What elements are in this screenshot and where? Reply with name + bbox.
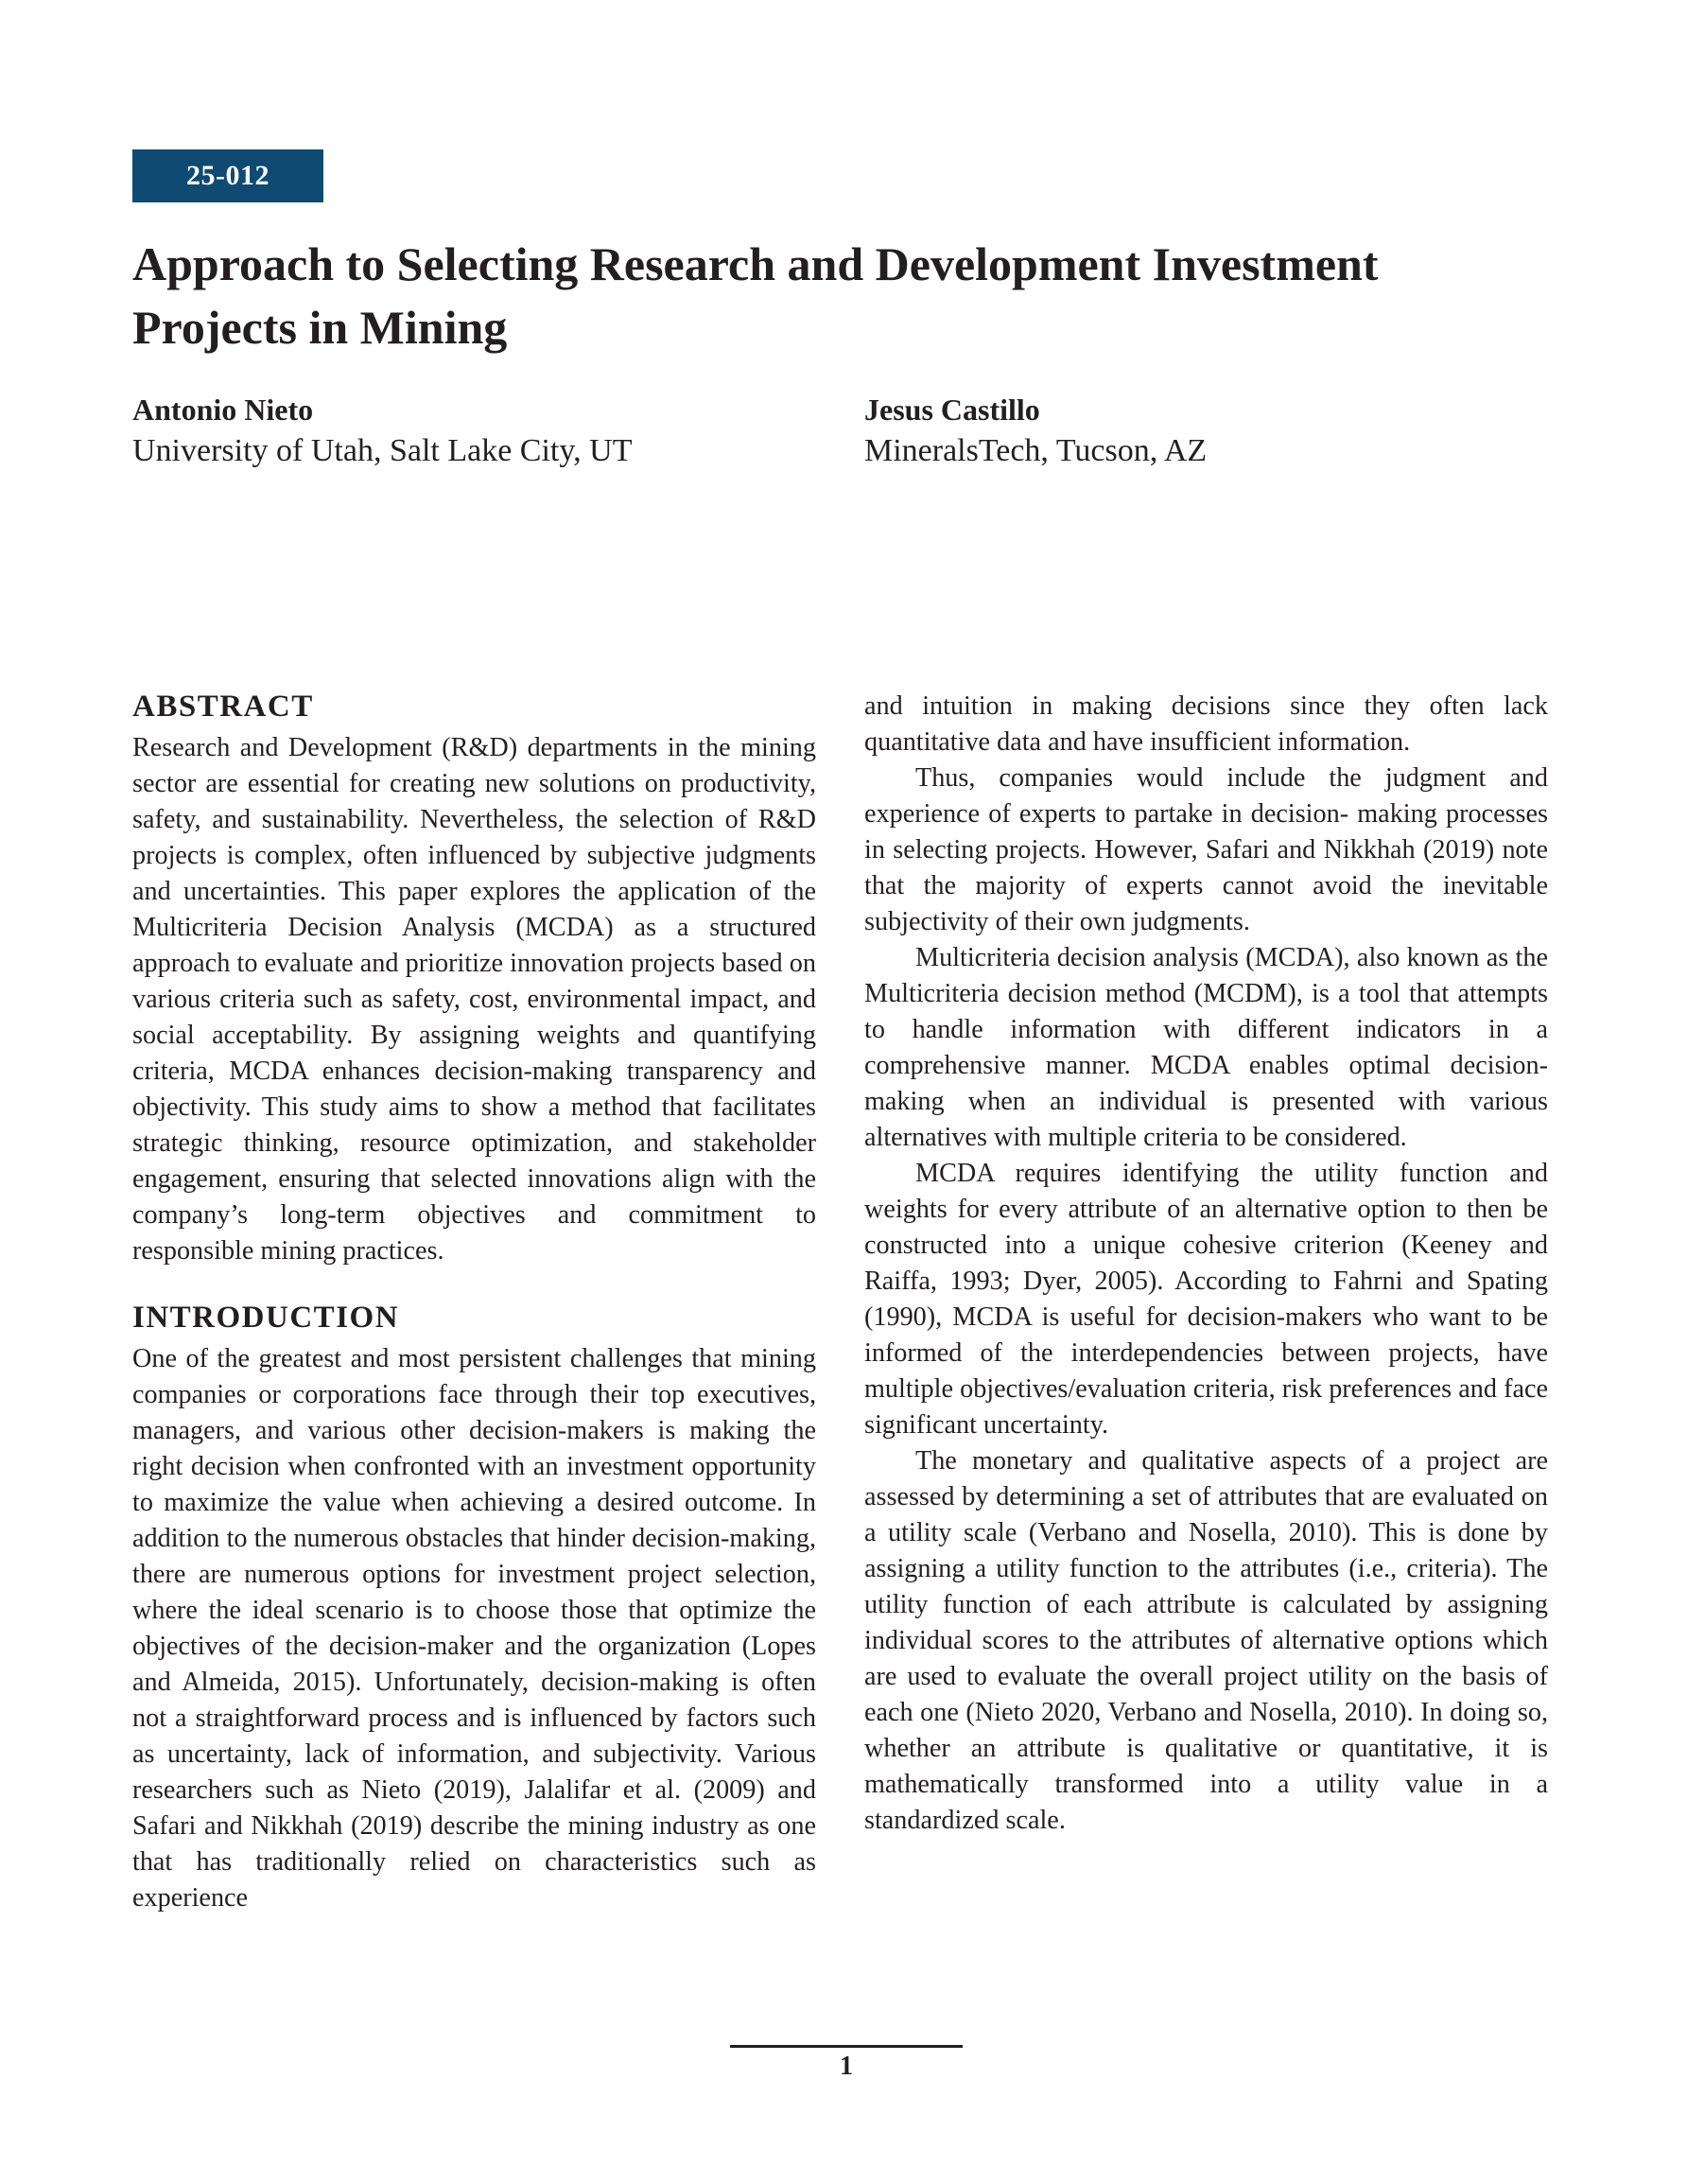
abstract-text: Research and Development (R&D) departments in the mining sector are essential for creating new solutions on productivity, safety, and sustainability. Nevertheless, the selection of R&D projects is complex, often influenced by subjective judgments and uncertainties. This paper explores the application of the Multicriteria Decision Analysis (MCDA) as a structured approach to evaluate and prioritize innovation projects based on various criteria such as safety, cost, environmental impact, and social acceptability. By assigning weights and quantifying criteria, MCDA enhances decision-making transparency and objectivity. This study aims to show a method that facilitates strategic thinking, resource optimization, and stakeholder engagement, ensuring that selected innovations align with the company’s long-term objectives and commitment to responsible mining practices. bbox=[132, 733, 816, 1266]
right-column bbox=[864, 689, 1548, 1839]
introduction-paragraph-5: The monetary and qualitative aspects of a project are assessed by determining a set of attributes that are evaluated on a utility scale (Verbano and Nosella, 2010). This is done by assigning a utility function to the attributes (i.e., criteria). The utility function of each attribute is calculated by assigning individual scores to the attributes of alternative options which are used to evaluate the overall project utility on the basis of each one (Nieto 2020, Verbano and Nosella, 2010). In doing so, whether an attribute is qualitative or quantitative, it is mathematically transformed into a utility value in a standardized scale. bbox=[864, 1446, 1548, 1835]
author-block-2 bbox=[864, 390, 1583, 473]
introduction-paragraph-2: Thus, companies would include the judgment and experience of experts to partake in decision- making processes in selecting projects. However, Safari and Nikkhah (2019) note that the majority of experts cannot avoid the inevitable subjectivity of their own judgments. bbox=[864, 763, 1548, 936]
introduction-paragraph-1: One of the greatest and most persistent challenges that mining companies or corporations face through their top executives, managers, and various other decision-makers is making the right decision when confronted with an investment opportunity to maximize the value when achieving a desired outcome. In addition to the numerous obstacles that hinder decision-making, there are numerous options for investment project selection, where the ideal scenario is to choose those that optimize the objectives of the decision-maker and the organization (Lopes and Almeida, 2015). Unfortunately, decision-making is often not a straightforward process and is influenced by factors such as uncertainty, lack of information, and subjectivity. Various researchers such as Nieto (2019), Jalalifar et al. (2009) and Safari and Nikkhah (2019) describe the mining industry as one that has traditionally relied on characteristics such as experience bbox=[132, 1344, 816, 1913]
introduction-heading: INTRODUCTION bbox=[132, 1301, 400, 1335]
author-block-1 bbox=[132, 390, 851, 473]
abstract-heading: ABSTRACT bbox=[132, 690, 314, 724]
page-number: 1 bbox=[840, 2052, 853, 2081]
introduction-paragraph-3: Multicriteria decision analysis (MCDA), also known as the Multicriteria decision method (MCDM), is a tool that attempts to handle information with different indicators in a comprehensive manner. MCDA enables optimal decision-making when an individual is presented with various alternatives with multiple criteria to be considered. bbox=[864, 943, 1548, 1152]
footer-rule bbox=[730, 2045, 963, 2048]
author-affiliation: University of Utah, Salt Lake City, UT bbox=[132, 433, 633, 468]
introduction-paragraph-4: MCDA requires identifying the utility function and weights for every attribute of an alternative option to then be constructed into a unique cohesive criterion (Keeney and Raiffa, 1993; Dyer, 2005). According to Fahrni and Spating (1990), MCDA is useful for decision-makers who want to be informed of the interdependencies between projects, have multiple objectives/evaluation criteria, risk preferences and face significant uncertainty. bbox=[864, 1159, 1548, 1440]
paper-number-badge: 25-012 bbox=[132, 149, 323, 202]
author-name: Jesus Castillo bbox=[864, 393, 1040, 427]
author-name: Antonio Nieto bbox=[132, 393, 314, 427]
paper-title: Approach to Selecting Research and Development Investment Projects in Mining bbox=[132, 237, 1379, 354]
author-affiliation: MineralsTech, Tucson, AZ bbox=[864, 433, 1208, 468]
introduction-paragraph-1-continued: and intuition in making decisions since they often lack quantitative data and have insufficient information. bbox=[864, 691, 1548, 757]
left-column bbox=[132, 683, 816, 1916]
